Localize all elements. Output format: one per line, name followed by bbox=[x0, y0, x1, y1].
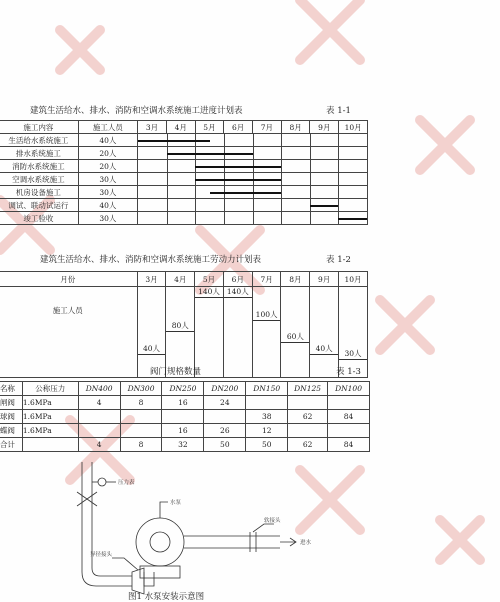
header-cell: DN250 bbox=[162, 382, 204, 396]
header-cell: DN200 bbox=[204, 382, 246, 396]
valve-value-cell bbox=[22, 438, 78, 452]
schedule-bar bbox=[138, 140, 210, 142]
schedule-bar bbox=[195, 179, 281, 181]
workers-level bbox=[253, 309, 281, 377]
schedule-row bbox=[0, 186, 368, 199]
table1-title: 建筑生活给水、排水、消防和空调水系统施工进度计划表 bbox=[30, 106, 243, 116]
timeline-cell bbox=[138, 160, 368, 173]
valve-value-cell: 62 bbox=[288, 438, 328, 452]
month-gridline bbox=[310, 134, 311, 146]
valve-value-cell: 4 bbox=[78, 438, 120, 452]
valve-value-cell: 24 bbox=[204, 396, 246, 410]
month-gridline bbox=[224, 134, 225, 146]
month-cell: 4月 bbox=[166, 272, 195, 287]
month-gridline bbox=[310, 186, 311, 198]
figure-caption: 图1 水泵安装示意图 bbox=[128, 592, 205, 602]
valve-value-cell bbox=[78, 410, 120, 424]
workers-label: 施工人员 bbox=[0, 287, 137, 378]
labour-month-row bbox=[0, 272, 368, 287]
timeline-cell bbox=[138, 186, 368, 199]
workers-cell bbox=[137, 287, 166, 378]
task-cell: 排水系统施工 bbox=[0, 147, 78, 160]
month-gridline bbox=[281, 173, 282, 185]
task-cell: 调试、联动试运行 bbox=[0, 199, 78, 212]
workers-value: 40人 bbox=[142, 343, 160, 353]
header-cell: 5月 bbox=[195, 121, 224, 134]
people-cell: 20人 bbox=[78, 160, 137, 173]
valve-value-cell bbox=[120, 424, 162, 438]
valve-value-cell bbox=[78, 424, 120, 438]
month-gridline bbox=[338, 147, 339, 159]
month-gridline bbox=[281, 212, 282, 224]
valve-value-cell bbox=[288, 396, 328, 410]
workers-value: 140人 bbox=[226, 287, 249, 297]
month-cell: 8月 bbox=[281, 272, 310, 287]
month-gridline bbox=[310, 147, 311, 159]
month-gridline bbox=[253, 147, 254, 159]
timeline-cell bbox=[138, 134, 368, 147]
schedule-row bbox=[0, 160, 368, 173]
pump-label: 水泵 bbox=[170, 500, 182, 506]
task-cell: 生活给水系统施工 bbox=[0, 134, 78, 147]
workers-cell bbox=[195, 287, 224, 378]
schedule-bar bbox=[167, 153, 253, 155]
month-gridline bbox=[224, 199, 225, 211]
people-cell: 40人 bbox=[78, 199, 137, 212]
schedule-table bbox=[0, 120, 368, 225]
month-gridline bbox=[167, 199, 168, 211]
valve-value-cell: 50 bbox=[204, 438, 246, 452]
month-label: 月份 bbox=[0, 272, 137, 287]
workers-value: 40人 bbox=[315, 343, 333, 353]
month-gridline bbox=[310, 212, 311, 224]
month-gridline bbox=[338, 186, 339, 198]
schedule-bar bbox=[195, 166, 281, 168]
month-gridline bbox=[338, 160, 339, 172]
month-gridline bbox=[167, 173, 168, 185]
valve-value-cell: 8 bbox=[120, 438, 162, 452]
valve-name-cell: 闸阀 bbox=[0, 396, 22, 410]
schedule-bar bbox=[338, 218, 367, 220]
gauge-label: 压力表 bbox=[118, 480, 135, 486]
valve-value-cell: 12 bbox=[246, 424, 288, 438]
schedule-row bbox=[0, 199, 368, 212]
outlet-joint-label: 异径接头 bbox=[90, 552, 113, 558]
month-gridline bbox=[167, 186, 168, 198]
valve-row bbox=[0, 424, 370, 438]
valve-row bbox=[0, 396, 370, 410]
workers-level bbox=[224, 287, 252, 377]
month-gridline bbox=[338, 134, 339, 146]
workers-value: 100人 bbox=[255, 309, 278, 319]
month-cell: 7月 bbox=[252, 272, 281, 287]
table2-number: 表 1-2 bbox=[326, 255, 351, 265]
header-cell: 施工内容 bbox=[0, 121, 78, 134]
workers-cell bbox=[310, 287, 339, 378]
month-cell: 6月 bbox=[223, 272, 252, 287]
month-cell: 10月 bbox=[339, 272, 368, 287]
valve-value-cell bbox=[328, 424, 370, 438]
header-cell: 10月 bbox=[339, 121, 368, 134]
valve-name-cell: 蝶阀 bbox=[0, 424, 22, 438]
task-cell: 竣工验收 bbox=[0, 212, 78, 225]
valve-value-cell bbox=[288, 424, 328, 438]
labour-table bbox=[0, 271, 368, 378]
valve-value-cell bbox=[120, 410, 162, 424]
month-gridline bbox=[224, 212, 225, 224]
header-cell: DN400 bbox=[78, 382, 120, 396]
labour-workers-row bbox=[0, 287, 368, 378]
header-cell: 施工人员 bbox=[78, 121, 137, 134]
valve-row bbox=[0, 410, 370, 424]
timeline-cell bbox=[138, 147, 368, 160]
header-cell: 9月 bbox=[310, 121, 339, 134]
month-gridline bbox=[281, 199, 282, 211]
month-gridline bbox=[310, 160, 311, 172]
workers-cell bbox=[223, 287, 252, 378]
valve-name-cell: 合计 bbox=[0, 438, 22, 452]
header-cell: 公称压力 bbox=[22, 382, 78, 396]
month-cell: 3月 bbox=[137, 272, 166, 287]
valve-value-cell: 38 bbox=[246, 410, 288, 424]
valve-header-row bbox=[0, 382, 370, 396]
header-cell: DN100 bbox=[328, 382, 370, 396]
header-cell: 3月 bbox=[138, 121, 167, 134]
month-gridline bbox=[338, 173, 339, 185]
month-gridline bbox=[281, 134, 282, 146]
inflow-label: 进水 bbox=[300, 540, 312, 546]
valve-value-cell: 4 bbox=[78, 396, 120, 410]
month-gridline bbox=[253, 199, 254, 211]
month-gridline bbox=[253, 134, 254, 146]
task-cell: 机房设备施工 bbox=[0, 186, 78, 199]
valve-value-cell: 16 bbox=[162, 396, 204, 410]
workers-cell bbox=[166, 287, 195, 378]
valve-value-cell: 62 bbox=[288, 410, 328, 424]
valve-value-cell bbox=[246, 396, 288, 410]
task-cell: 空调水系统施工 bbox=[0, 173, 78, 186]
people-cell: 20人 bbox=[78, 147, 137, 160]
workers-value: 80人 bbox=[171, 321, 189, 330]
month-gridline bbox=[281, 186, 282, 198]
valve-value-cell: 26 bbox=[204, 424, 246, 438]
valve-value-cell bbox=[162, 410, 204, 424]
header-cell: DN125 bbox=[288, 382, 328, 396]
valve-value-cell bbox=[328, 396, 370, 410]
timeline-cell bbox=[138, 199, 368, 212]
month-gridline bbox=[281, 147, 282, 159]
valve-value-cell bbox=[204, 410, 246, 424]
valve-row bbox=[0, 438, 370, 452]
table3-caption: 阀门规格数量 bbox=[150, 367, 202, 377]
schedule-row bbox=[0, 212, 368, 225]
schedule-header-row bbox=[0, 121, 368, 134]
month-gridline bbox=[195, 186, 196, 198]
header-cell: 8月 bbox=[281, 121, 310, 134]
schedule-bar bbox=[310, 205, 339, 207]
month-gridline bbox=[167, 160, 168, 172]
table2-caption: 建筑生活给水、排水、消防和空调水系统施工劳动力计划表 bbox=[40, 255, 262, 265]
valve-value-cell: 1.6MPa bbox=[22, 410, 78, 424]
month-gridline bbox=[167, 212, 168, 224]
schedule-row bbox=[0, 173, 368, 186]
task-cell: 消防水系统施工 bbox=[0, 160, 78, 173]
valve-value-cell: 8 bbox=[120, 396, 162, 410]
valve-value-cell: 1.6MPa bbox=[22, 424, 78, 438]
schedule-bar bbox=[210, 192, 282, 194]
month-cell: 9月 bbox=[310, 272, 339, 287]
workers-value: 140人 bbox=[198, 287, 220, 297]
workers-cell bbox=[252, 287, 281, 378]
people-cell: 40人 bbox=[78, 134, 137, 147]
table1-number: 表 1-1 bbox=[326, 106, 351, 116]
inlet-joint-label: 软接头 bbox=[264, 518, 281, 524]
workers-value: 60人 bbox=[286, 332, 304, 342]
schedule-row bbox=[0, 134, 368, 147]
month-gridline bbox=[195, 199, 196, 211]
header-cell: DN300 bbox=[120, 382, 162, 396]
month-gridline bbox=[338, 199, 339, 211]
workers-value: 30人 bbox=[344, 349, 362, 359]
valve-value-cell: 84 bbox=[328, 438, 370, 452]
workers-cell bbox=[281, 287, 310, 378]
valve-value-cell: 84 bbox=[328, 410, 370, 424]
schedule-row bbox=[0, 147, 368, 160]
valve-value-cell: 32 bbox=[162, 438, 204, 452]
valve-table bbox=[0, 381, 370, 452]
people-cell: 30人 bbox=[78, 186, 137, 199]
people-cell: 30人 bbox=[78, 173, 137, 186]
pump-installation-figure bbox=[60, 462, 340, 600]
valve-value-cell: 1.6MPa bbox=[22, 396, 78, 410]
header-cell: 4月 bbox=[166, 121, 195, 134]
header-cell: 7月 bbox=[253, 121, 282, 134]
header-cell: DN150 bbox=[246, 382, 288, 396]
month-gridline bbox=[281, 160, 282, 172]
valve-value-cell: 16 bbox=[162, 424, 204, 438]
valve-value-cell: 50 bbox=[246, 438, 288, 452]
workers-level bbox=[310, 343, 338, 378]
month-cell: 5月 bbox=[195, 272, 224, 287]
month-gridline bbox=[195, 212, 196, 224]
month-gridline bbox=[253, 212, 254, 224]
header-cell: 名称 bbox=[0, 382, 22, 396]
timeline-cell bbox=[138, 173, 368, 186]
table1-caption bbox=[30, 104, 243, 116]
workers-cell bbox=[339, 287, 368, 378]
header-cell: 6月 bbox=[224, 121, 253, 134]
workers-level bbox=[281, 332, 309, 377]
month-gridline bbox=[310, 173, 311, 185]
people-cell: 30人 bbox=[78, 212, 137, 225]
valve-name-cell: 球阀 bbox=[0, 410, 22, 424]
timeline-cell bbox=[138, 212, 368, 225]
table3-number: 表 1-3 bbox=[336, 367, 361, 377]
